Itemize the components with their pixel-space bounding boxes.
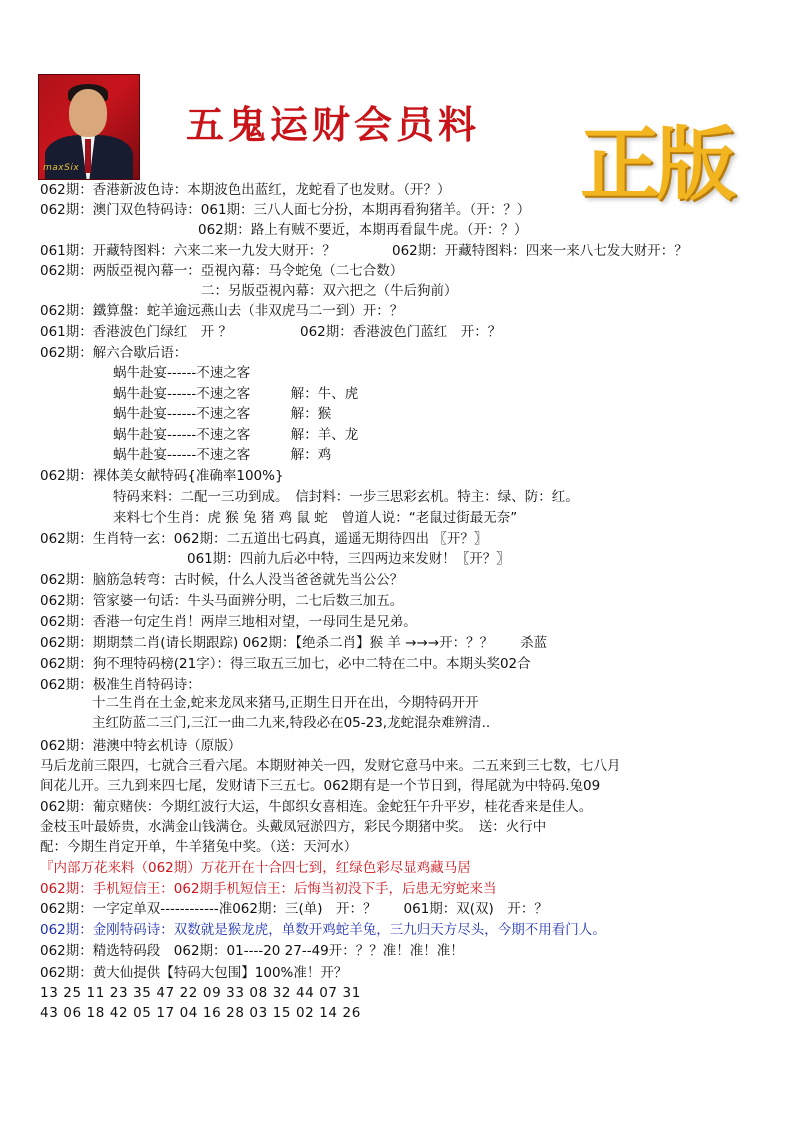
line-atv-insider-1: 062期：两版亞視內幕一：亞視內幕：马令蛇兔（二七合数） (40, 263, 404, 279)
line-brain-teaser: 062期：脑筋急转弯：古时候，什么人没当爸爸就先当公公？ (40, 572, 404, 588)
line-proverb-2: 蜗牛赴宴------不速之客 解：牛、虎 (113, 386, 359, 402)
line-housekeeper-saying: 062期：管家婆一句话：牛头马面辨分明，二七后数三加五。 (40, 593, 404, 609)
line-proverb-1: 蜗牛赴宴------不速之客 (113, 365, 251, 381)
line-macau-double-color-poem: 062期：澳门双色特码诗：061期：三八人面七分扮，本期再看狗猪羊。（开：？） (40, 202, 531, 218)
line-sms-king: 062期：手机短信王：062期手机短信王：后悔当初没下手，后患无穷蛇来当 (40, 881, 497, 897)
line-hk-macau-poem-2: 间花儿开。三九到来四七尾，发财请下三五七。062期有是一个节日到，得尾就为中特码.兔09 (40, 778, 601, 794)
line-dog-code-list: 062期：狗不理特码榜(21字）：得三取五三加七，必中二特在二中。本期头奖02合 (40, 656, 531, 672)
line-selected-range: 062期：精选特码段 062期：01----20 27--49开：？？准！准！准！ (40, 943, 464, 959)
line-lisboa-gambler-3: 配：今期生肖定开单，牛羊猪兔中奖。（送：天河水） (40, 839, 358, 855)
line-lisboa-gambler-2: 金枝玉叶最娇贵，水满金山钱满仓。头戴凤冠淤四方，彩民今期猪中奖。 送：火行中 (40, 819, 547, 835)
line-zodiac-poem-1: 十二生肖在土金,蛇来龙凤来猪马,正期生日开在出，今期特码开开 (92, 695, 479, 711)
portrait-tie (85, 139, 91, 173)
line-zodiac-poem-heading: 062期：极准生肖特码诗： (40, 677, 201, 693)
line-vajra-poem: 062期：金刚特码诗：双数就是猴龙虎，单数开鸡蛇羊兔，三九归天方尽头，今期不用看门人。 (40, 922, 606, 938)
line-wanhua-material: 『内部万花来料（062期）万花开在十合四七到，红绿色彩尽显鸡藏马居 (40, 860, 471, 876)
line-zodiac-mystery-061: 061期：四前九后必中特，三四两边来发财！〖开？〗 (187, 551, 510, 567)
line-proverb-4: 蜗牛赴宴------不速之客 解：羊、龙 (113, 427, 359, 443)
line-proverb-5: 蜗牛赴宴------不速之客 解：鸡 (113, 447, 332, 463)
line-062-hk-wave-color: 062期：香港波色门蓝红 开：？ (300, 324, 502, 340)
line-numbers-row-2: 43 06 18 42 05 17 04 16 28 03 15 02 14 26 (40, 1005, 361, 1021)
line-seven-zodiacs: 来料七个生肖：虎 猴 兔 猪 鸡 鼠 蛇 曾道人说：“老鼠过街最无奈” (113, 510, 518, 526)
line-zodiac-poem-2: 主红防蓝二三门,三江一曲二九来,特段必在05-23,龙蛇混杂难辨清.. (92, 715, 491, 731)
line-hk-one-sentence: 062期：香港一句定生肖！两岸三地相对望，一母同生是兄弟。 (40, 614, 417, 630)
line-numbers-row-1: 13 25 11 23 35 47 22 09 33 08 32 44 07 31 (40, 985, 361, 1001)
genuine-stamp: 正版 (580, 118, 732, 211)
line-061-hk-wave-color: 061期：香港波色门绿红 开 ？ (40, 324, 233, 340)
portrait-photo (38, 74, 140, 180)
line-zodiac-mystery-062: 062期：生肖特一玄：062期：二五道出七码真，遥遥无期待四出 〖开？〗 (40, 531, 488, 547)
line-odd-even: 062期：一字定单双------------准062期：三(单) 开：？ 061期：双(双) 开：？ (40, 901, 548, 917)
page-title: 五鬼运财会员料 (186, 102, 481, 147)
line-hk-macau-poem-1: 马后龙前三限四，七就合三看六尾。本期财神关一四，发财它意马中来。二五来到三七数，七八月 (40, 758, 621, 774)
line-proverb-3: 蜗牛赴宴------不速之客 解：猴 (113, 406, 332, 422)
line-proverb-heading: 062期：解六合歇后语： (40, 345, 188, 361)
line-iron-abacus: 062期：鐵算盤：蛇羊逾远燕山去（非双虎马二一到）开：？ (40, 303, 404, 319)
portrait-face (69, 89, 107, 137)
line-atv-insider-2: 二：另版亞視內幕：双六把之（牛后狗前） (201, 283, 458, 299)
line-lisboa-gambler-1: 062期：葡京赌侠：今期红波行大运，牛郎织女喜相连。金蛇狂午升平岁，桂花香来是佳人。 (40, 799, 593, 815)
line-special-code-heading: 062期：裸体美女献特码{准确率100%} (40, 468, 284, 484)
line-special-code-material: 特码来料：二配一三功到成。 信封料：一步三思彩玄机。特主：绿、防：红。 (113, 489, 579, 505)
line-061-treasure-chart: 061期：开藏特图料：六来二来一九发大财开：？ (40, 243, 336, 259)
line-hk-macau-poem-heading: 062期：港澳中特玄机诗（原版） (40, 738, 242, 754)
portrait-logo: maxSix (43, 163, 80, 173)
line-banned-two-zodiacs: 062期：期期禁二肖(请长期跟踪) 062期：【绝杀二肖】猴 羊 →→→开：？？ 杀蓝 (40, 635, 548, 651)
line-macau-double-color-poem-2: 062期：路上有贼不要近，本期再看鼠牛虎。（开：？） (198, 222, 528, 238)
line-hk-wave-color-poem: 062期：香港新波色诗：本期波色出蓝红，龙蛇看了也发财。（开？） (40, 182, 451, 198)
line-062-treasure-chart: 062期：开藏特图料：四来一来八七发大财开：？ (392, 243, 688, 259)
line-wong-tai-sin: 062期：黄大仙提供【特码大包围】100%准！开？ (40, 965, 348, 981)
